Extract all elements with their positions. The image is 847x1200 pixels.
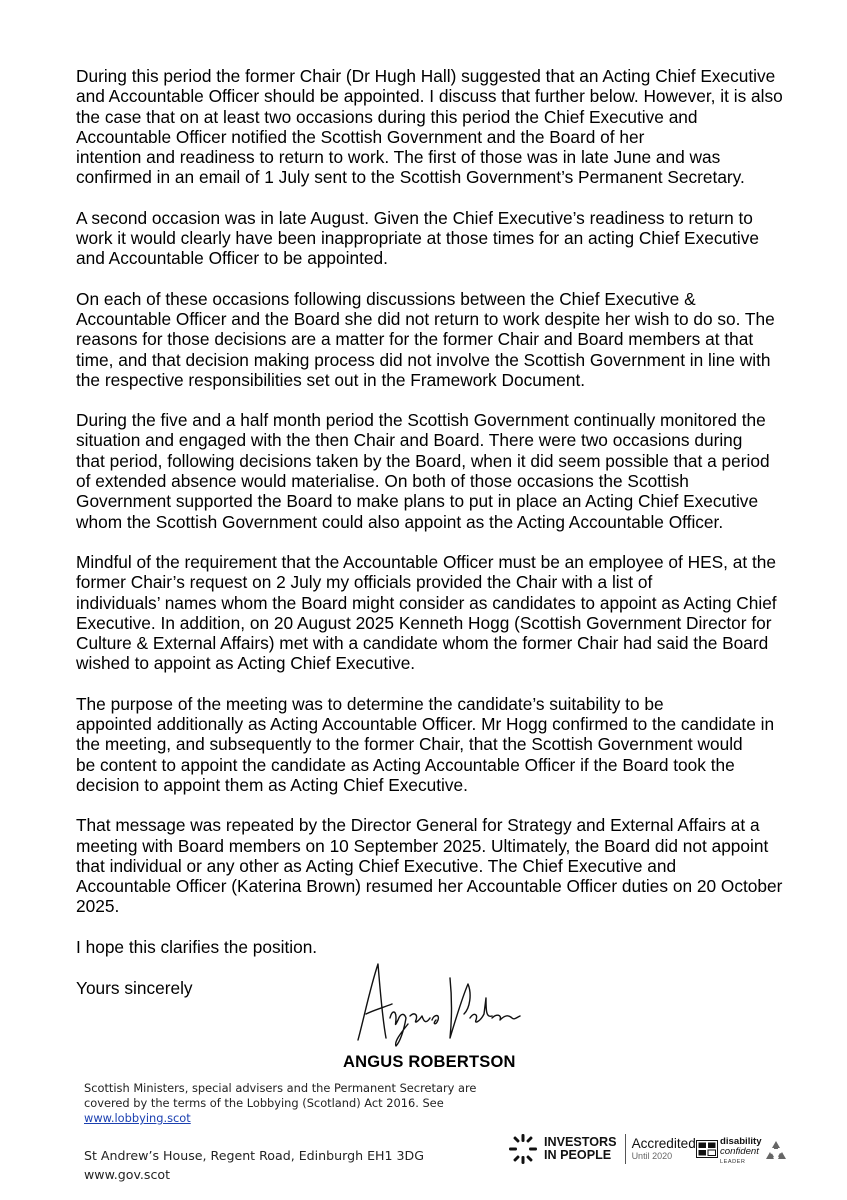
text-line: Accountable Officer notified the Scottish Government and the Board of her — [76, 126, 645, 147]
text-line: The purpose of the meeting was to determine the candidate’s suitability to be — [76, 693, 664, 714]
text-line: appointed additionally as Acting Accountable Officer. Mr Hogg confirmed to the candidate in — [76, 714, 775, 735]
letter-body — [76, 66, 811, 998]
text-line: confirmed in an email of 1 July sent to the Scottish Government’s Permanent Secretary. — [76, 167, 745, 188]
text-line: On each of these occasions following discussions between the Chief Executive & — [76, 288, 696, 309]
investors-in-people-text — [544, 1136, 617, 1162]
text-line: and Accountable Officer to be appointed. — [76, 248, 388, 269]
sign-off: Yours sincerely — [76, 977, 193, 998]
text-line: Executive. In addition, on 20 August 2025 Kenneth Hogg (Scottish Government Director for — [76, 612, 772, 633]
text-line: meeting with Board members on 10 September 2025. Ultimately, the Board did not appoint — [76, 835, 769, 856]
text-line: and Accountable Officer should be appointed. I discuss that further below. However, it is also — [76, 86, 783, 107]
lobbying-link[interactable]: www.lobbying.scot — [84, 1111, 191, 1125]
confident-word: confident — [720, 1146, 759, 1157]
in-people-line: IN PEOPLE — [544, 1148, 612, 1162]
text-line: A second occasion was in late August. Given the Chief Executive’s readiness to return to — [76, 207, 753, 228]
notice-line: Scottish Ministers, special advisers and the Permanent Secretary are — [84, 1081, 477, 1095]
text-line: the meeting, and subsequently to the former Chair, that the Scottish Government would — [76, 734, 743, 755]
text-line: Culture & External Affairs) met with a candidate whom the former Chair had said the Board — [76, 633, 769, 654]
leader-word: LEADER — [720, 1159, 746, 1165]
text-line: whom the Scottish Government could also appoint as the Acting Accountable Officer. — [76, 511, 724, 532]
recycle-icon — [763, 1139, 789, 1165]
accreditation — [632, 1136, 696, 1162]
paragraph-3 — [76, 289, 811, 390]
text-line: work it would clearly have been inappropriate at those times for an acting Chief Executive — [76, 228, 759, 249]
paragraph-5 — [76, 552, 811, 674]
accredited-label: Accredited — [631, 1136, 696, 1151]
paragraph-7 — [76, 815, 811, 916]
text-line: individuals’ names whom the Board might consider as candidates to appoint as Acting Chief — [76, 592, 777, 613]
text-line: the case that on at least two occasions during this period the Chief Executive and — [76, 106, 698, 127]
paragraph-6 — [76, 694, 811, 795]
text-line: of extended absence would materialise. On both of those occasions the Scottish — [76, 471, 689, 492]
disability-word: disability — [720, 1136, 762, 1147]
paragraph-1 — [76, 66, 811, 188]
address-block — [84, 1146, 424, 1184]
text-line: Government supported the Board to make plans to put in place an Acting Chief Executive — [76, 491, 759, 512]
text-line: Mindful of the requirement that the Accountable Officer must be an employee of HES, at the — [76, 551, 776, 572]
handwritten-signature — [352, 958, 522, 1048]
investors-line: INVESTORS — [544, 1135, 617, 1149]
text-line: 2025. — [76, 896, 120, 917]
paragraph-2 — [76, 208, 811, 269]
text-line: During the five and a half month period the Scottish Government continually monitored the — [76, 410, 766, 431]
lobbying-notice — [84, 1081, 476, 1126]
website: www.gov.scot — [84, 1167, 171, 1182]
text-line: that period, following decisions taken by the Board, when it did seem possible that a period — [76, 450, 770, 471]
text-line: be content to appoint the candidate as Acting Accountable Officer if the Board took the — [76, 754, 735, 775]
text-line: decision to appoint them as Acting Chief Executive. — [76, 774, 468, 795]
text-line: reasons for those decisions are a matter for the former Chair and Board members at that — [76, 329, 754, 350]
signer-name: ANGUS ROBERTSON — [343, 1053, 516, 1071]
text-line: wished to appoint as Acting Chief Executive. — [76, 653, 416, 674]
disability-confident-icon — [696, 1140, 718, 1158]
text-line: former Chair’s request on 2 July my officials provided the Chair with a list of — [76, 572, 653, 593]
street-address: St Andrew’s House, Regent Road, Edinburgh EH1 3DG — [84, 1148, 424, 1163]
text-line: Accountable Officer and the Board she did not return to work despite her wish to do so. The — [76, 308, 775, 329]
text-line: time, and that decision making process did not involve the Scottish Government in line with — [76, 349, 771, 370]
text-line: situation and engaged with the then Chair and Board. There were two occasions during — [76, 430, 743, 451]
investors-in-people-icon — [508, 1133, 538, 1165]
accredited-until: Until 2020 — [631, 1151, 673, 1161]
text-line: that individual or any other as Acting Chief Executive. The Chief Executive and — [76, 855, 677, 876]
text-line: That message was repeated by the Director General for Strategy and External Affairs at a — [76, 815, 760, 836]
text-line: During this period the former Chair (Dr Hugh Hall) suggested that an Acting Chief Executive — [76, 66, 776, 86]
text-line: Accountable Officer (Katerina Brown) resumed her Accountable Officer duties on 20 October — [76, 876, 783, 897]
text-line: intention and readiness to return to work. The first of those was in late June and was — [76, 147, 721, 168]
investors-in-people-logo — [508, 1131, 696, 1167]
notice-line: covered by the terms of the Lobbying (Scotland) Act 2016. See — [84, 1096, 444, 1110]
paragraph-4 — [76, 410, 811, 532]
disability-confident-logo — [696, 1136, 762, 1167]
logo-divider — [625, 1134, 626, 1164]
closing-line: I hope this clarifies the position. — [76, 936, 318, 957]
text-line: the respective responsibilities set out in the Framework Document. — [76, 369, 586, 390]
